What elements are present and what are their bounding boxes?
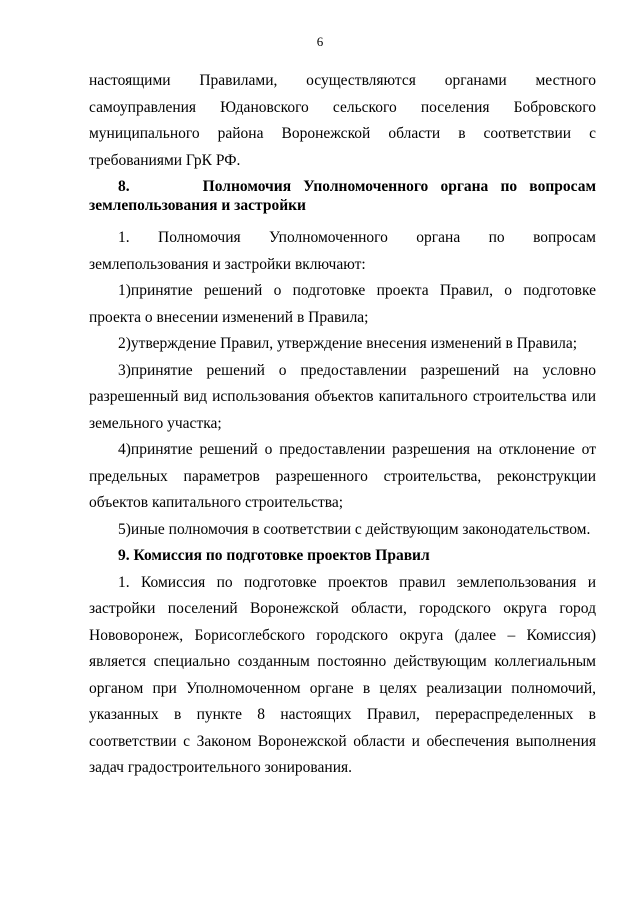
section-9-heading: 9. Комиссия по подготовке проектов Правил — [118, 547, 430, 564]
list-item-4 — [89, 437, 596, 517]
list-item-4-text: принятие решений о предоставлении разрешения на отклонение от предельных параметров разрешенного строительства, реконструкции объектов капитального строительства; — [89, 441, 596, 511]
document-body — [89, 68, 596, 782]
list-item-2-text: утверждение Правил, утверждение внесения изменений в Правила; — [130, 335, 578, 352]
list-item-1-text: принятие решений о подготовке проекта Правил, о подготовке проекта о внесении изменений в Правила; — [89, 282, 596, 326]
section-8-clause-1: 1. Полномочия Уполномоченного органа по вопросам землепользования и застройки включают: — [89, 229, 596, 273]
list-item-3 — [89, 358, 596, 438]
list-item-5-text: иные полномочия в соответствии с действующим законодательством. — [130, 520, 591, 538]
section-8-heading-number: 8. — [118, 178, 130, 195]
page-number: 6 — [316, 34, 324, 49]
list-item-1-number: 1) — [118, 282, 131, 299]
list-item-3-number: 3) — [118, 361, 131, 379]
list-item-1 — [89, 278, 596, 331]
list-item-2 — [89, 331, 596, 358]
intro-paragraph: настоящими Правилами, осуществляются органами местного самоуправления Юдановского сельского поселения Бобровского муниципального района Воронежской области в соответствии с требованиями ГрК РФ. — [89, 72, 596, 169]
section-8-heading — [89, 177, 596, 215]
list-item-2-number: 2) — [118, 335, 131, 352]
section-8-heading-text: Полномочия Уполномоченного органа по вопросам землепользования и застройки — [89, 178, 596, 214]
list-item-3-text: принятие решений о предоставлении разрешений на условно разрешенный вид использования объектов капитального строительства или земельного участка; — [89, 361, 596, 432]
list-item-5 — [89, 517, 596, 544]
list-item-4-number: 4) — [118, 441, 131, 458]
section-9-clause-1: 1. Комиссия по подготовке проектов правил землепользования и застройки поселений Воронежской области, городского округа город Нововоронеж, Борисоглебского городского округа (далее – Комиссия) является специально созданным постоянно действующим коллегиальным органом при Уполномоченном органе в целях реализации полномочий, указанных в пункте 8 настоящих Правил, перераспределенных в соответствии с Законом Воронежской области и обеспечения выполнения задач градостроительного зонирования. — [89, 573, 596, 776]
list-item-5-number: 5) — [118, 520, 131, 538]
